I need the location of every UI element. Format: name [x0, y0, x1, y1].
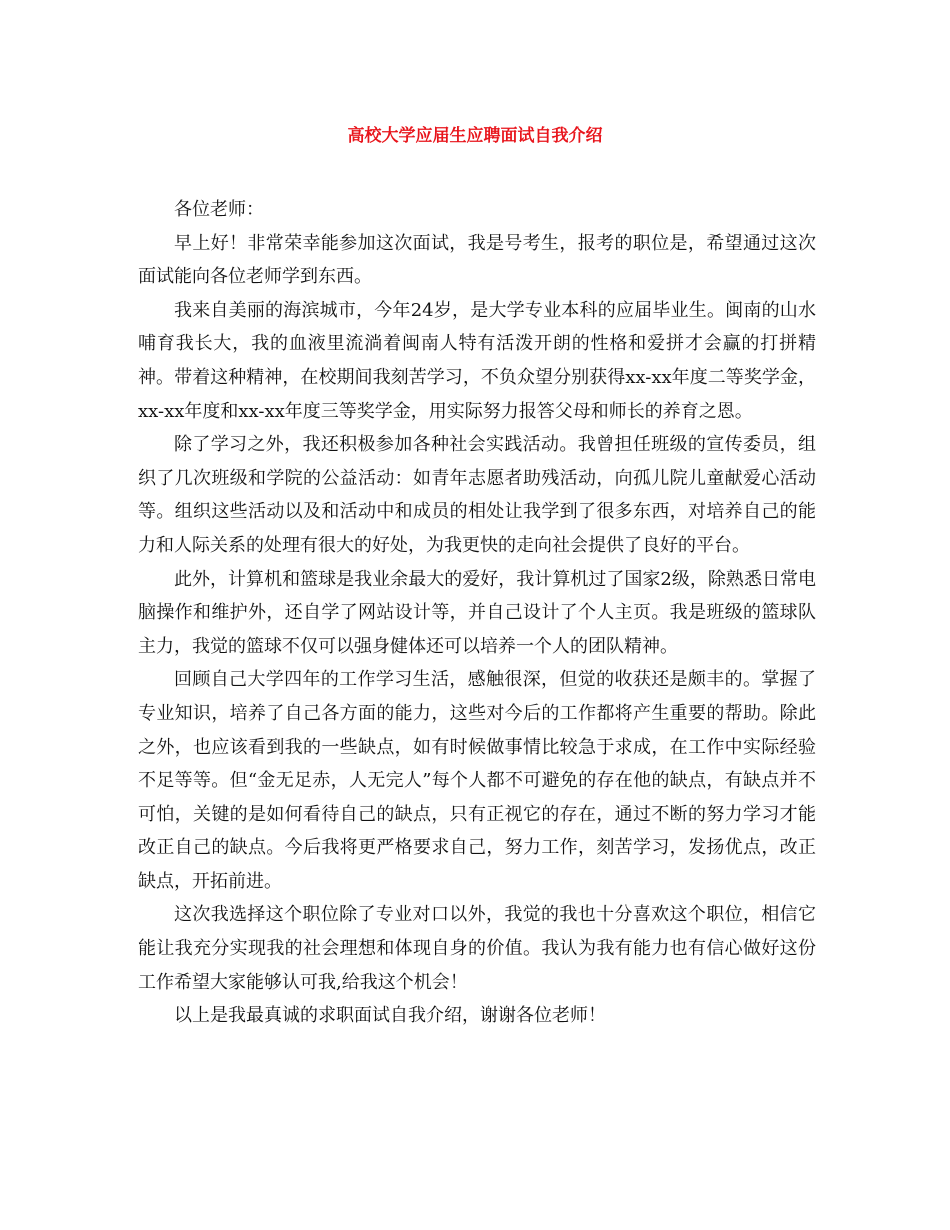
- document-title: 高校大学应届生应聘面试自我介绍: [347, 126, 603, 146]
- closing-paragraph: 以上是我最真诚的求职面试自我介绍，谢谢各位老师！: [174, 1005, 606, 1027]
- document-body: [138, 193, 816, 1033]
- background-paragraph: 我来自美丽的海滨城市，今年24岁，是大学专业本科的应届毕业生。闽南的山水哺育我长大，我的血液里流淌着闽南人特有活泼开朗的性格和爱拼才会赢的打拼精神。带着这种精神，在校期间我刻苦学习，不负众望分别获得xx-xx年度二等奖学金，xx-xx年度和xx-xx年度三等奖学金，用实际努力报答父母和师长的养育之恩。: [138, 299, 816, 422]
- reflection-paragraph: 回顾自己大学四年的工作学习生活，感触很深，但觉的收获还是颇丰的。掌握了专业知识，培养了自己各方面的能力，这些对今后的工作都将产生重要的帮助。除此之外，也应该看到我的一些缺点，如有时候做事情比较急于求成，在工作中实际经验不足等等。但“金无足赤，人无完人”每个人都不可避免的存在他的缺点，有缺点并不可怕，关键的是如何看待自己的缺点，只有正视它的存在，通过不断的努力学习才能改正自己的缺点。今后我将更严格要求自己，努力工作，刻苦学习，发扬优点，改正缺点，开拓前进。: [138, 669, 816, 892]
- motivation-paragraph: 这次我选择这个职位除了专业对口以外，我觉的我也十分喜欢这个职位，相信它能让我充分实现我的社会理想和体现自身的价值。我认为我有能力也有信心做好这份工作希望大家能够认可我,给我这个机会！: [138, 904, 816, 993]
- hobbies-paragraph: 此外，计算机和篮球是我业余最大的爱好，我计算机过了国家2级，除熟悉日常电脑操作和维护外，还自学了网站设计等，并自己设计了个人主页。我是班级的篮球队主力，我觉的篮球不仅可以强身健体还可以培养一个人的团队精神。: [138, 568, 816, 657]
- greeting-paragraph: 早上好！非常荣幸能参加这次面试，我是号考生，报考的职位是，希望通过这次面试能向各位老师学到东西。: [138, 232, 816, 288]
- activities-paragraph: 除了学习之外，我还积极参加各种社会实践活动。我曾担任班级的宣传委员，组织了几次班级和学院的公益活动：如青年志愿者助残活动，向孤儿院儿童献爱心活动等。组织这些活动以及和活动中和成员的相处让我学到了很多东西，对培养自己的能力和人际关系的处理有很大的好处，为我更快的走向社会提供了良好的平台。: [138, 434, 816, 556]
- salutation-paragraph: 各位老师：: [174, 199, 264, 220]
